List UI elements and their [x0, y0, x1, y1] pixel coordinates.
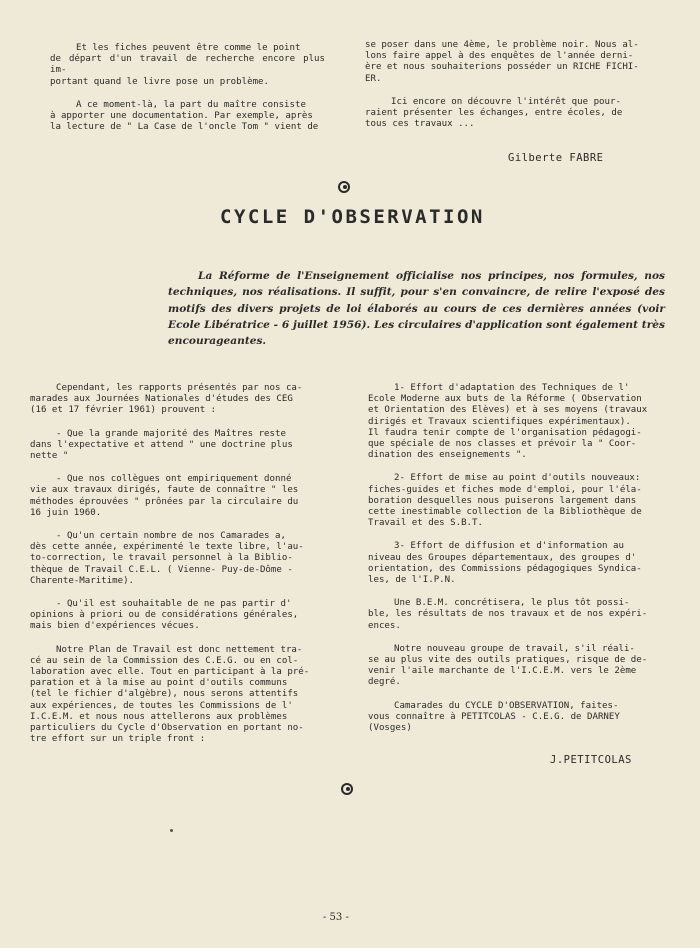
paragraph: Camarades du CYCLE D'OBSERVATION, faites- vous connaître à PETITCOLAS - C.E.G. de DARNEY (Vosges) — [368, 700, 620, 734]
paragraph: - Qu'un certain nombre de nos Camarades a, dès cette année, expérimenté le texte libre, l'au- to-correction, le travail personnel à la Biblio- thèque de Travail C.E.L. ( Vienne- Puy-de-Dôme - Charente-Maritime). — [30, 531, 304, 586]
page-number: - 53 - — [323, 912, 349, 923]
paragraph: 3- Effort de diffusion et d'information au niveau des Groupes départementaux, des groupes d' orientation, des Commissions pédagogiques Syndica- les, de l'I.P.N. — [368, 541, 642, 586]
paragraph: Cependant, les rapports présentés par nos ca- marades aux Journées Nationales d'études des CEG (16 et 17 février 1961) prouvent : — [30, 383, 303, 416]
paragraph: Et les fiches peuvent être comme le point de départ d'un travail de recherche encore plus im- portant quand le livre pose un problème. — [50, 43, 325, 87]
paragraph: Notre Plan de Travail est donc nettement tra- cé au sein de la Commission des C.E.G. ou en col- laboration avec elle. Tout en participant à la pré- paration et à la mise au point d'outils communs (tel le fichier d'algèbre), nous serons attentifs aux expériences, de toutes les Commissions de l' I.C.E.M. et nous nous attellerons aux problèmes particuliers du Cycle d'Observation en portant no- tre effort sur un triple front : — [30, 644, 310, 745]
ink-speck — [170, 829, 173, 832]
ornament-icon — [341, 783, 353, 795]
paragraph: 1- Effort d'adaptation des Techniques de l' Ecole Moderne aux buts de la Réforme ( Observation et Orientation des Elèves) et à ses moyens (travaux dirigés et Travaux scientifiques expérimentaux). Il faudra tenir compte de l'organisation pédagogi- que spéciale de nos classes et prévoir la " Coor- dination des enseignements ". — [368, 383, 648, 461]
signature-petitcolas: J.PETITCOLAS — [550, 754, 632, 766]
paragraph: 2- Effort de mise au point d'outils nouveaux: fiches-guides et fiches mode d'emploi, pour l'éla- boration desquelles nous puiserons largement dans cette inestimable collection de la Bibliothèque de Travail et des S.B.T. — [368, 473, 642, 529]
paragraph: - Que nos collègues ont empiriquement donné vie aux travaux dirigés, faute de connaître " les méthodes éprouvées " prônées par la circulaire du 16 juin 1960. — [30, 474, 299, 518]
paragraph: se poser dans une 4ème, le problème noir. Nous al- lons faire appel à des enquêtes de l'année derni- ère et nous souhaiterions posséder un RICHE FICHI- ER. — [365, 40, 639, 84]
section-title: CYCLE D'OBSERVATION — [220, 206, 485, 228]
ornament-icon — [338, 181, 350, 193]
signature-fabre: Gilberte FABRE — [508, 152, 604, 164]
paragraph: - Que la grande majorité des Maîtres reste dans l'expectative et attend " une doctrine plus nette " — [30, 428, 293, 462]
paragraph: Notre nouveau groupe de travail, s'il réali- se au plus vite des outils pratiques, risque de de- venir l'aile marchante de l'I.C.E.M. vers le 2ème degré. — [368, 643, 648, 688]
paragraph: - Qu'il est souhaitable de ne pas partir d' opinions à priori ou de considérations générales, mais bien d'expériences vécues. — [30, 599, 299, 632]
bottom-left-column — [30, 383, 330, 757]
intro-paragraph: La Réforme de l'Enseignement officialise nos principes, nos formules, nos techniques, nos réalisations. Il suffit, pour s'en convaincre, de relire l'exposé des motifs des divers projets de loi élaborés au cours de ces dernières années (voir Ecole Libératrice - 6 juillet 1956). Les circulaires d'application sont également très encourageantes. — [168, 270, 665, 348]
paragraph: Une B.E.M. concrétisera, le plus tôt possi- ble, les résultats de nos travaux et de nos expéri- ences. — [368, 598, 648, 631]
top-left-column — [50, 43, 325, 145]
paragraph: Ici encore on découvre l'intérêt que pour- raient présenter les échanges, entre écoles, de tous ces travaux ... — [365, 96, 623, 130]
bottom-right-column — [368, 383, 674, 746]
top-right-column — [365, 40, 660, 142]
paragraph: A ce moment-là, la part du maître consiste à apporter une documentation. Par exemple, après la lecture de " La Case de l'oncle Tom " vient de — [50, 99, 319, 133]
